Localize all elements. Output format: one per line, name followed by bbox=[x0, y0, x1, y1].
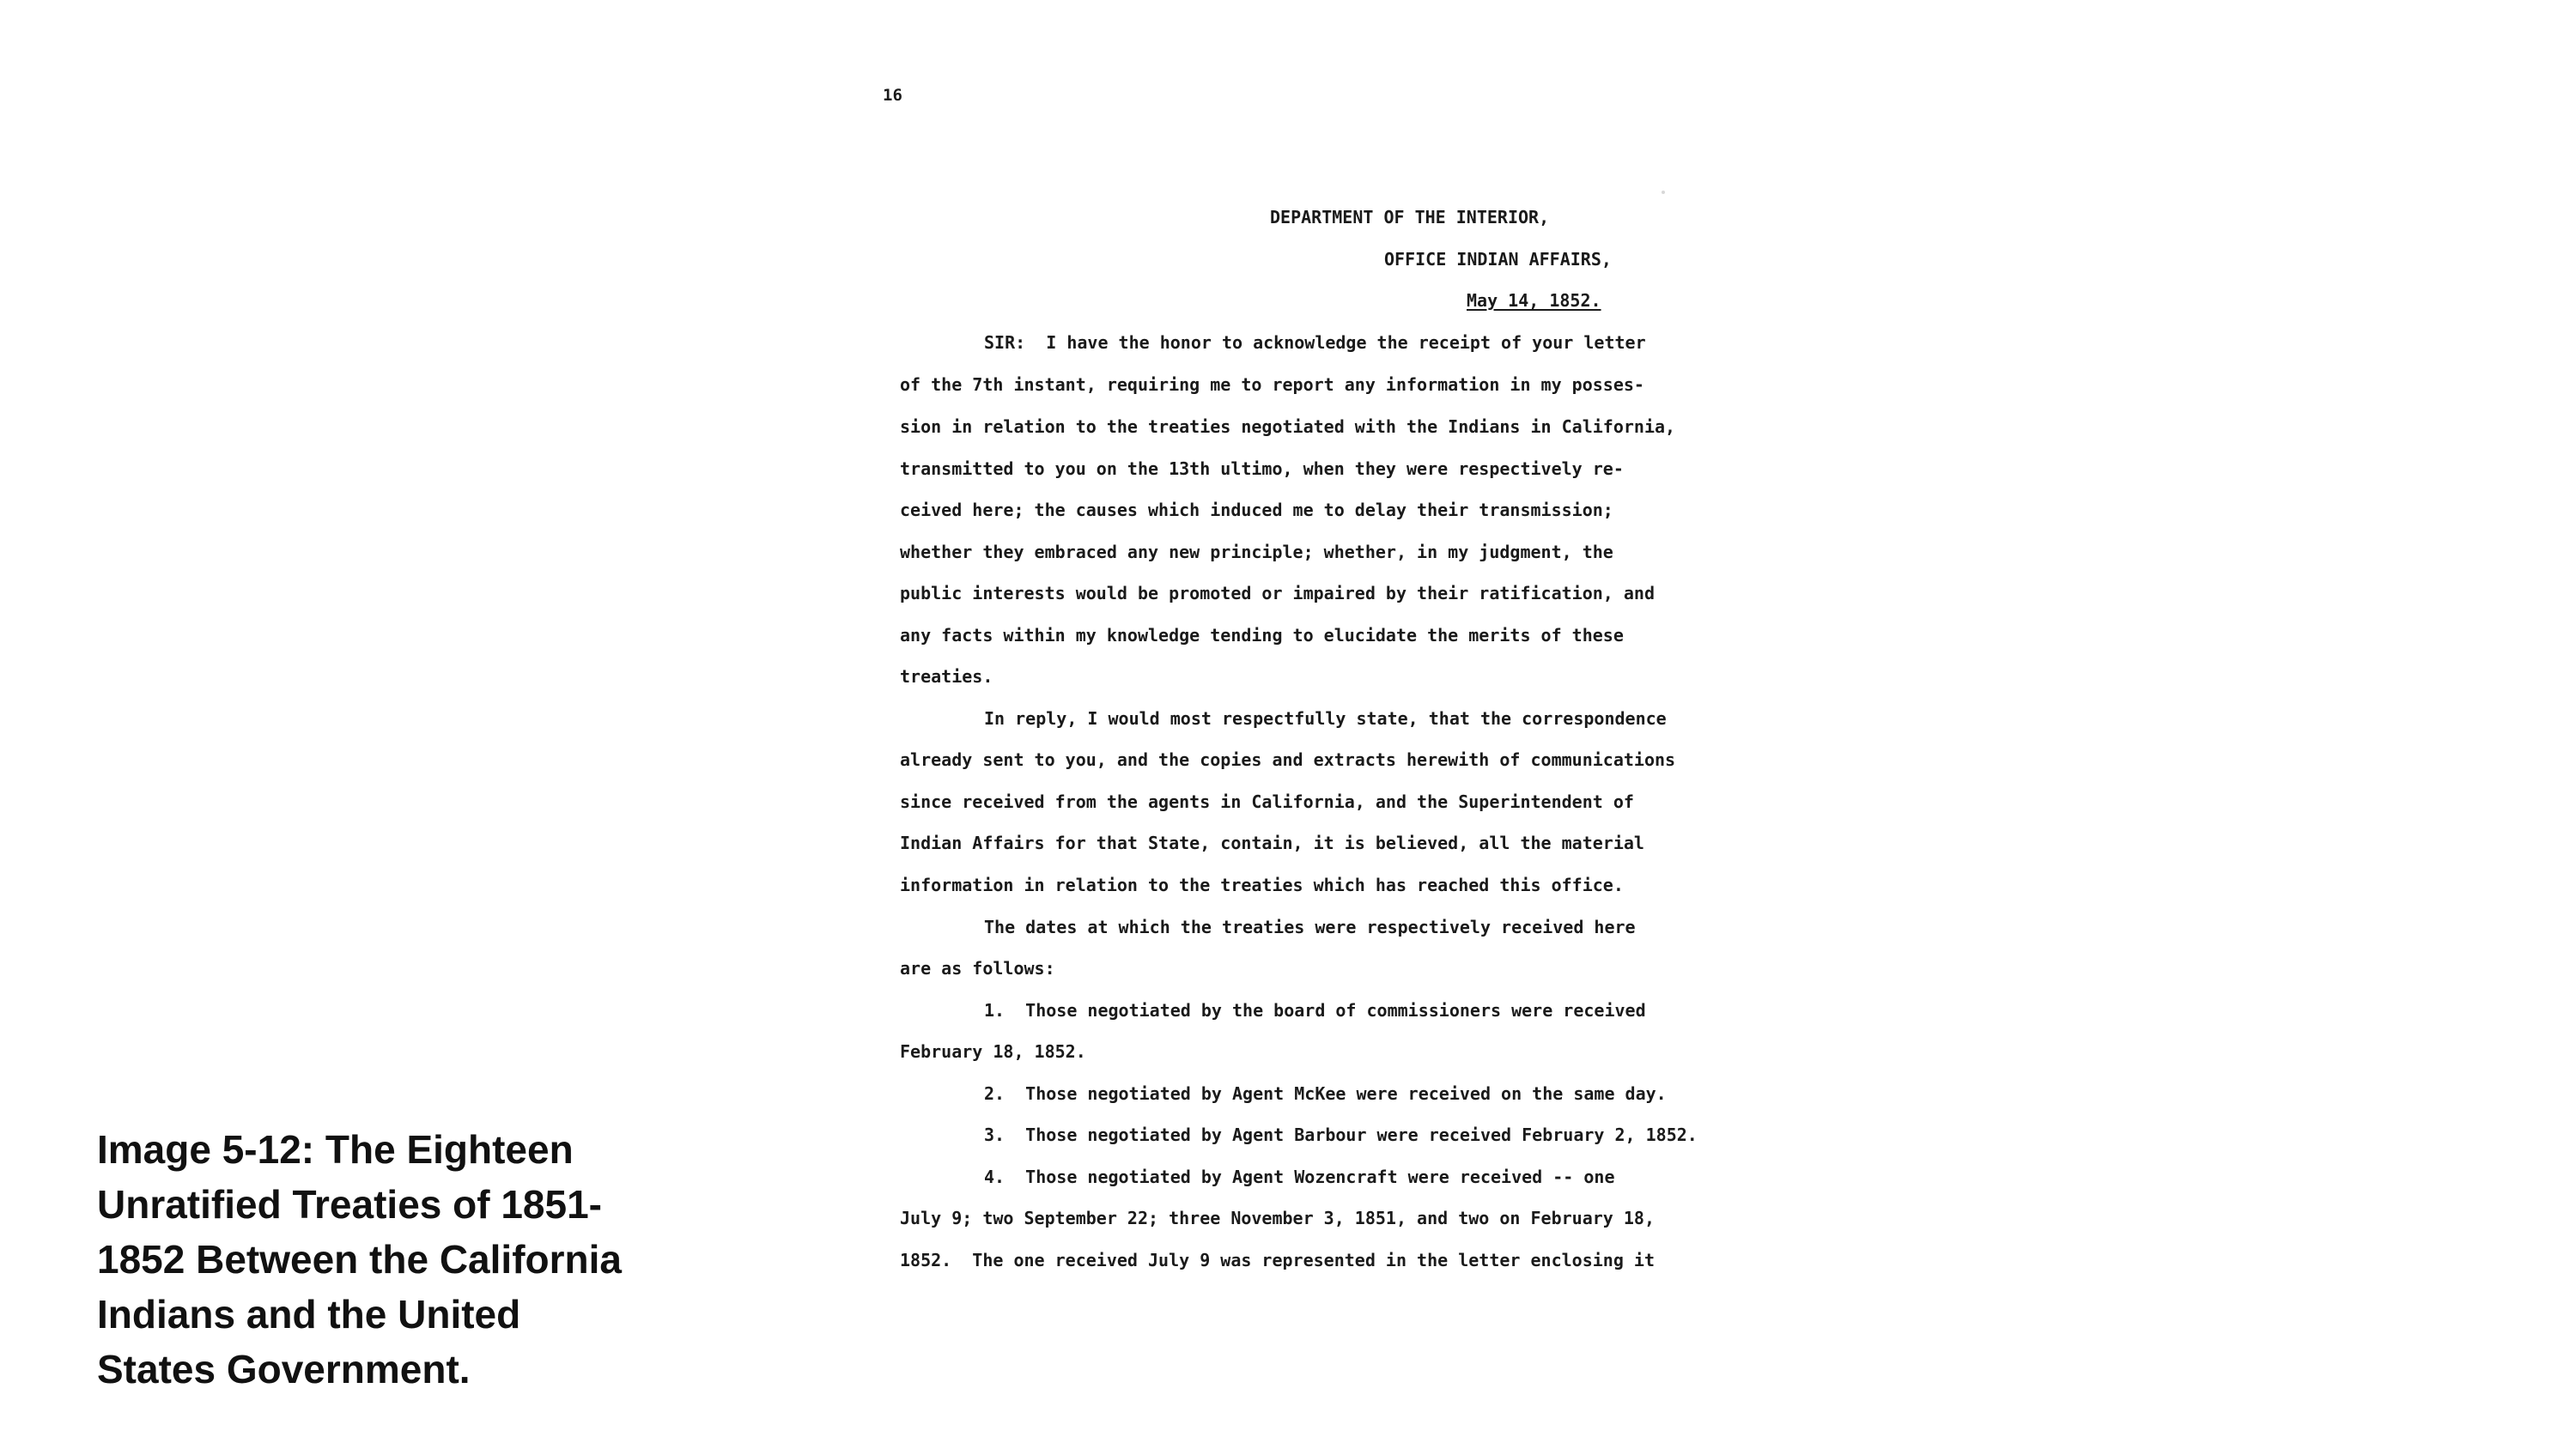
list-item: 1. Those negotiated by the board of commissioners were received bbox=[984, 1000, 1646, 1021]
list-item-continuation: 1852. The one received July 9 was represented in the letter enclosing it bbox=[900, 1250, 1655, 1270]
list-item: 2. Those negotiated by Agent McKee were received on the same day. bbox=[984, 1083, 1667, 1104]
scanned-document bbox=[876, 0, 1735, 1449]
paragraph-line: ceived here; the causes which induced me to delay their transmission; bbox=[900, 500, 1613, 520]
paragraph-line: The dates at which the treaties were respectively received here bbox=[984, 917, 1636, 937]
paragraph-line: whether they embraced any new principle; whether, in my judgment, the bbox=[900, 542, 1613, 562]
paragraph-line: of the 7th instant, requiring me to report any information in my posses- bbox=[900, 374, 1644, 395]
list-item-continuation: July 9; two September 22; three November 3, 1851, and two on February 18, bbox=[900, 1208, 1655, 1228]
list-item: 3. Those negotiated by Agent Barbour were received February 2, 1852. bbox=[984, 1125, 1698, 1145]
paragraph-line: any facts within my knowledge tending to elucidate the merits of these bbox=[900, 625, 1624, 646]
paragraph-line: public interests would be promoted or impaired by their ratification, and bbox=[900, 583, 1655, 603]
paragraph-line: information in relation to the treaties which has reached this office. bbox=[900, 875, 1624, 895]
image-caption: Image 5-12: The Eighteen Unratified Treaties of 1851-1852 Between the California Indians and the United States Government. bbox=[97, 1127, 622, 1391]
list-item: 4. Those negotiated by Agent Wozencraft were received -- one bbox=[984, 1167, 1615, 1187]
paragraph-line: are as follows: bbox=[900, 958, 1055, 979]
paragraph-line: SIR: I have the honor to acknowledge the receipt of your letter bbox=[984, 332, 1646, 353]
paragraph-line: already sent to you, and the copies and extracts herewith of communications bbox=[900, 749, 1676, 770]
letterhead-office: OFFICE INDIAN AFFAIRS, bbox=[1384, 249, 1612, 270]
page-number: 16 bbox=[883, 86, 902, 105]
paragraph-line: transmitted to you on the 13th ultimo, when they were respectively re- bbox=[900, 458, 1624, 479]
paragraph-line: since received from the agents in California, and the Superintendent of bbox=[900, 791, 1634, 812]
letterhead-department: DEPARTMENT OF THE INTERIOR, bbox=[1270, 207, 1550, 227]
list-item-continuation: February 18, 1852. bbox=[900, 1041, 1086, 1062]
paragraph-line: Indian Affairs for that State, contain, it is believed, all the material bbox=[900, 833, 1644, 853]
paragraph-line: treaties. bbox=[900, 666, 993, 687]
scan-speck bbox=[1662, 191, 1665, 194]
paragraph-line: sion in relation to the treaties negotiated with the Indians in California, bbox=[900, 416, 1676, 437]
letter-date: May 14, 1852. bbox=[1467, 290, 1601, 311]
paragraph-line: In reply, I would most respectfully state, that the correspondence bbox=[984, 708, 1667, 729]
